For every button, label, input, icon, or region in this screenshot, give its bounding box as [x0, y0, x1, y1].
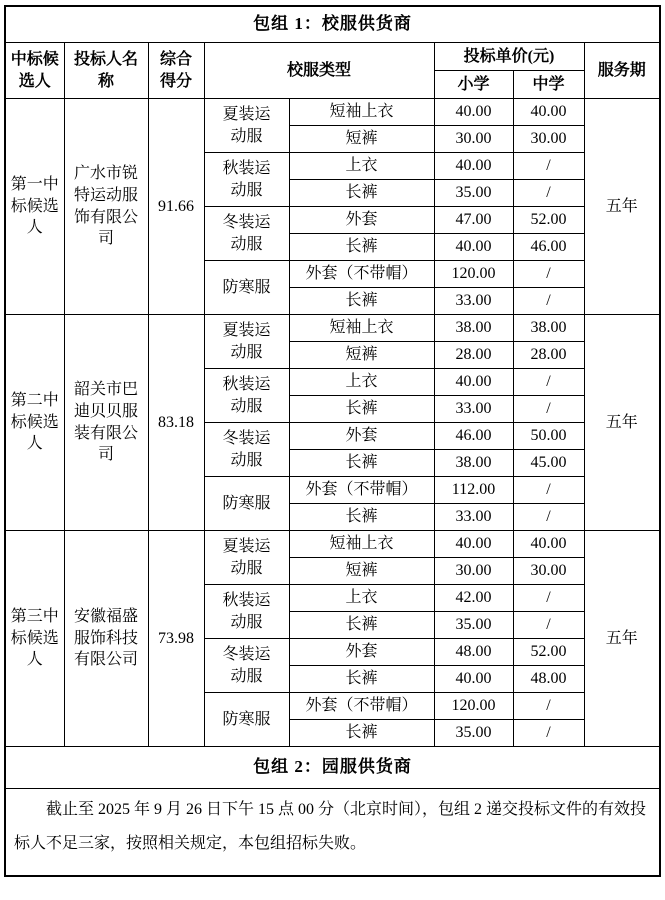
price-primary-cell: 40.00: [434, 369, 513, 396]
item-cell: 短袖上衣: [289, 315, 434, 342]
price-primary-cell: 40.00: [434, 153, 513, 180]
price-primary-cell: 35.00: [434, 720, 513, 747]
table-row: [5, 531, 660, 558]
item-cell: 短裤: [289, 342, 434, 369]
package2-failure-notice: 截止至 2025 年 9 月 26 日下午 15 点 00 分（北京时间），包组 2 递交投标文件的有效投标人不足三家，按照相关规定，本包组招标失败。: [5, 789, 660, 877]
item-cell: 外套: [289, 639, 434, 666]
candidate-cell: 第二中标候选人: [5, 315, 64, 531]
season-cell: 夏装运动服: [204, 99, 289, 153]
price-primary-cell: 120.00: [434, 261, 513, 288]
table-row: [5, 99, 660, 126]
price-primary-cell: 120.00: [434, 693, 513, 720]
score-cell: 83.18: [148, 315, 204, 531]
price-middle-cell: /: [513, 369, 584, 396]
price-middle-cell: /: [513, 504, 584, 531]
item-cell: 长裤: [289, 180, 434, 207]
header-unit-price: 投标单价(元): [434, 43, 584, 71]
price-primary-cell: 28.00: [434, 342, 513, 369]
price-middle-cell: 46.00: [513, 234, 584, 261]
item-cell: 长裤: [289, 450, 434, 477]
item-cell: 短裤: [289, 558, 434, 585]
price-primary-cell: 30.00: [434, 126, 513, 153]
item-cell: 长裤: [289, 666, 434, 693]
price-primary-cell: 35.00: [434, 612, 513, 639]
company-cell: 广水市锐特运动服饰有限公司: [64, 99, 148, 315]
price-middle-cell: 28.00: [513, 342, 584, 369]
price-middle-cell: 45.00: [513, 450, 584, 477]
price-primary-cell: 38.00: [434, 450, 513, 477]
header-middle-school: 中学: [513, 71, 584, 99]
price-middle-cell: /: [513, 612, 584, 639]
price-primary-cell: 48.00: [434, 639, 513, 666]
candidate-cell: 第一中标候选人: [5, 99, 64, 315]
price-middle-cell: 40.00: [513, 99, 584, 126]
table-row: [5, 315, 660, 342]
price-primary-cell: 46.00: [434, 423, 513, 450]
season-cell: 冬装运动服: [204, 207, 289, 261]
notice-row: [5, 789, 660, 877]
price-middle-cell: 38.00: [513, 315, 584, 342]
item-cell: 上衣: [289, 369, 434, 396]
price-primary-cell: 47.00: [434, 207, 513, 234]
item-cell: 长裤: [289, 612, 434, 639]
price-middle-cell: 30.00: [513, 558, 584, 585]
season-cell: 夏装运动服: [204, 531, 289, 585]
service-cell: 五年: [584, 99, 660, 315]
price-middle-cell: /: [513, 180, 584, 207]
item-cell: 长裤: [289, 504, 434, 531]
candidate-cell: 第三中标候选人: [5, 531, 64, 747]
season-cell: 夏装运动服: [204, 315, 289, 369]
header-row-1: [5, 43, 660, 71]
price-middle-cell: /: [513, 396, 584, 423]
price-primary-cell: 42.00: [434, 585, 513, 612]
item-cell: 外套（不带帽）: [289, 693, 434, 720]
season-cell: 秋装运动服: [204, 585, 289, 639]
price-middle-cell: /: [513, 720, 584, 747]
price-middle-cell: 50.00: [513, 423, 584, 450]
item-cell: 上衣: [289, 585, 434, 612]
item-cell: 长裤: [289, 720, 434, 747]
item-cell: 外套: [289, 423, 434, 450]
item-cell: 外套: [289, 207, 434, 234]
header-score: 综合得分: [148, 43, 204, 99]
price-primary-cell: 40.00: [434, 531, 513, 558]
company-cell: 安徽福盛服饰科技有限公司: [64, 531, 148, 747]
score-cell: 91.66: [148, 99, 204, 315]
item-cell: 上衣: [289, 153, 434, 180]
header-service-period: 服务期: [584, 43, 660, 99]
season-cell: 秋装运动服: [204, 153, 289, 207]
season-cell: 防寒服: [204, 261, 289, 315]
price-primary-cell: 40.00: [434, 666, 513, 693]
price-middle-cell: 52.00: [513, 639, 584, 666]
price-middle-cell: 40.00: [513, 531, 584, 558]
season-cell: 冬装运动服: [204, 639, 289, 693]
item-cell: 长裤: [289, 234, 434, 261]
price-primary-cell: 40.00: [434, 99, 513, 126]
item-cell: 短裤: [289, 126, 434, 153]
season-cell: 防寒服: [204, 477, 289, 531]
score-cell: 73.98: [148, 531, 204, 747]
item-cell: 短袖上衣: [289, 99, 434, 126]
header-uniform-type: 校服类型: [204, 43, 434, 99]
bid-result-table: [4, 5, 661, 877]
season-cell: 秋装运动服: [204, 369, 289, 423]
price-middle-cell: /: [513, 288, 584, 315]
package2-title-row: [5, 747, 660, 789]
season-cell: 冬装运动服: [204, 423, 289, 477]
price-middle-cell: 52.00: [513, 207, 584, 234]
package2-title: 包组 2：园服供货商: [5, 747, 660, 789]
service-cell: 五年: [584, 531, 660, 747]
price-middle-cell: /: [513, 261, 584, 288]
price-primary-cell: 33.00: [434, 396, 513, 423]
price-primary-cell: 112.00: [434, 477, 513, 504]
price-primary-cell: 30.00: [434, 558, 513, 585]
price-primary-cell: 35.00: [434, 180, 513, 207]
price-primary-cell: 33.00: [434, 504, 513, 531]
item-cell: 短袖上衣: [289, 531, 434, 558]
price-middle-cell: 48.00: [513, 666, 584, 693]
header-bidder-name: 投标人名称: [64, 43, 148, 99]
price-primary-cell: 38.00: [434, 315, 513, 342]
season-cell: 防寒服: [204, 693, 289, 747]
package1-title-row: [5, 6, 660, 43]
item-cell: 外套（不带帽）: [289, 477, 434, 504]
price-middle-cell: /: [513, 477, 584, 504]
item-cell: 长裤: [289, 396, 434, 423]
price-middle-cell: /: [513, 153, 584, 180]
price-primary-cell: 40.00: [434, 234, 513, 261]
price-middle-cell: /: [513, 585, 584, 612]
service-cell: 五年: [584, 315, 660, 531]
package1-title: 包组 1：校服供货商: [5, 6, 660, 43]
price-middle-cell: 30.00: [513, 126, 584, 153]
company-cell: 韶关市巴迪贝贝服装有限公司: [64, 315, 148, 531]
price-middle-cell: /: [513, 693, 584, 720]
price-primary-cell: 33.00: [434, 288, 513, 315]
item-cell: 外套（不带帽）: [289, 261, 434, 288]
item-cell: 长裤: [289, 288, 434, 315]
header-primary-school: 小学: [434, 71, 513, 99]
header-candidate: 中标候选人: [5, 43, 64, 99]
